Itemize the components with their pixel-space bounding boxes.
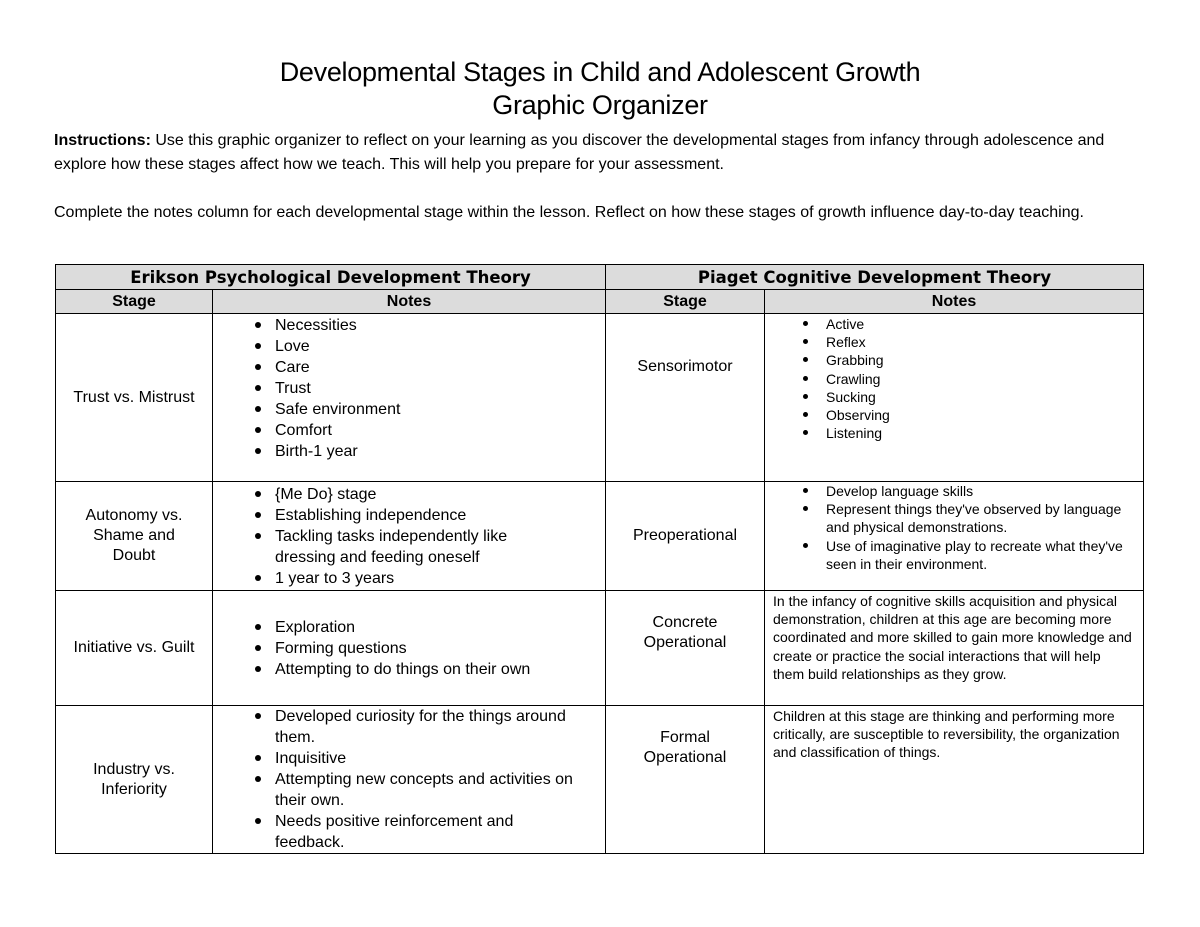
erikson-stage: Trust vs. Mistrust (73, 388, 195, 406)
list-item: Sucking (765, 388, 1143, 406)
piaget-notes-list (765, 482, 1143, 573)
piaget-stage: Formal Operational (643, 729, 727, 766)
page-title (0, 56, 1200, 122)
erikson-stage: Initiative vs. Guilt (73, 639, 195, 656)
piaget-stage-cell (606, 706, 765, 854)
organizer-table (55, 264, 1144, 854)
piaget-header: Piaget Cognitive Development Theory (606, 265, 1144, 290)
list-item: Active (765, 315, 1143, 333)
erikson-notes-cell (213, 482, 606, 591)
list-item: Care (213, 357, 605, 378)
erikson-notes-header: Notes (213, 290, 606, 314)
list-item: Comfort (213, 420, 605, 441)
list-item: Listening (765, 424, 1143, 442)
piaget-stage: Concrete Operational (643, 614, 727, 651)
list-item: 1 year to 3 years (213, 568, 605, 589)
piaget-stage-cell (606, 591, 765, 706)
list-item: Develop language skills (765, 482, 1123, 500)
instructions-paragraph (54, 129, 1134, 177)
piaget-notes-list (765, 315, 1143, 442)
erikson-header: Erikson Psychological Development Theory (56, 265, 606, 290)
column-header-row (56, 290, 1144, 314)
erikson-notes-cell (213, 314, 606, 482)
list-item: Establishing independence (213, 505, 605, 526)
list-item: Forming questions (213, 638, 605, 659)
erikson-notes-list (213, 706, 605, 853)
piaget-stage-cell (606, 314, 765, 482)
piaget-notes-text: In the infancy of cognitive skills acquisition and physical demonstration, children at this age are becoming more coordinated and more skilled to gain more knowledge and create or practice the social interactions that will help them build relationships as they grow. (773, 593, 1132, 682)
list-item: Inquisitive (213, 748, 595, 769)
piaget-stage: Sensorimotor (637, 358, 733, 375)
list-item: Tackling tasks independently like dressing and feeding oneself (213, 526, 605, 568)
instructions-label: Instructions: (54, 132, 151, 149)
table-row (56, 482, 1144, 591)
list-item: Exploration (213, 617, 605, 638)
piaget-stage: Preoperational (632, 527, 738, 544)
erikson-notes-list (213, 617, 605, 680)
erikson-stage-cell (56, 591, 213, 706)
list-item: Reflex (765, 333, 1143, 351)
erikson-stage: Autonomy vs. Shame and Doubt (85, 507, 183, 564)
list-item: Trust (213, 378, 605, 399)
erikson-notes-cell (213, 706, 606, 854)
list-item: Safe environment (213, 399, 605, 420)
piaget-notes-text: Children at this stage are thinking and performing more critically, are susceptible to reversibility, the organization and classification of things. (773, 708, 1120, 761)
list-item: {Me Do} stage (213, 484, 605, 505)
list-item: Use of imaginative play to recreate what they've seen in their environment. (765, 537, 1123, 573)
piaget-stage-cell (606, 482, 765, 591)
list-item: Grabbing (765, 351, 1143, 369)
list-item: Birth-1 year (213, 441, 605, 462)
piaget-notes-cell (765, 482, 1144, 591)
piaget-notes-cell (765, 314, 1144, 482)
piaget-notes-cell (765, 706, 1144, 854)
list-item: Love (213, 336, 605, 357)
title-line-2: Graphic Organizer (492, 90, 708, 120)
table-row (56, 706, 1144, 854)
list-item: Attempting to do things on their own (213, 659, 605, 680)
piaget-notes-header: Notes (765, 290, 1144, 314)
list-item: Developed curiosity for the things around them. (213, 706, 595, 748)
list-item: Necessities (213, 315, 605, 336)
piaget-notes-cell (765, 591, 1144, 706)
title-line-1: Developmental Stages in Child and Adolescent Growth (279, 57, 921, 87)
instructions-paragraph-2: Complete the notes column for each developmental stage within the lesson. Reflect on how these stages of growth influence day-to-day teaching. (54, 204, 1084, 221)
list-item: Observing (765, 406, 1143, 424)
instructions-text: Use this graphic organizer to reflect on your learning as you discover the developmental stages from infancy through adolescence and explore how these stages affect how we teach. This will help you prepare for your assessment. (54, 132, 1105, 173)
erikson-stage-cell (56, 706, 213, 854)
erikson-stage: Industry vs. Inferiority (93, 760, 175, 798)
table-row (56, 591, 1144, 706)
erikson-stage-cell (56, 482, 213, 591)
erikson-stage-cell (56, 314, 213, 482)
list-item: Crawling (765, 370, 1143, 388)
theory-header-row (56, 265, 1144, 290)
list-item: Needs positive reinforcement and feedback. (213, 811, 595, 853)
table-row (56, 314, 1144, 482)
erikson-notes-cell (213, 591, 606, 706)
piaget-stage-header: Stage (606, 290, 765, 314)
instructions-block (54, 129, 1134, 225)
erikson-stage-header: Stage (56, 290, 213, 314)
list-item: Attempting new concepts and activities on their own. (213, 769, 595, 811)
erikson-notes-list (213, 315, 605, 462)
list-item: Represent things they've observed by language and physical demonstrations. (765, 500, 1123, 536)
erikson-notes-list (213, 484, 605, 589)
